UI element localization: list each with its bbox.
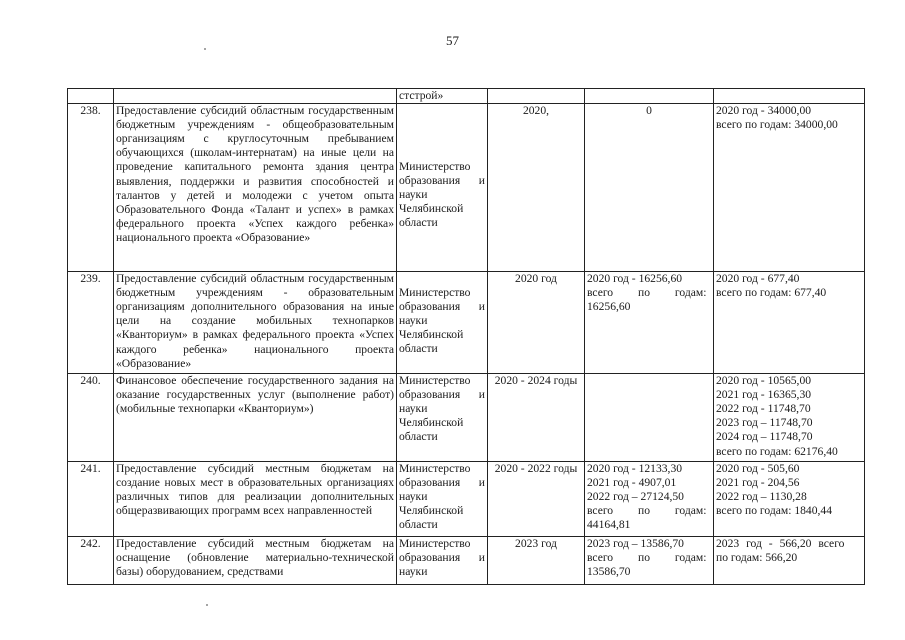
row-executor: Министерство образования и науки	[397, 537, 488, 585]
table-row-239	[68, 272, 865, 374]
funding-a-line: 2022 год – 27124,50	[587, 490, 684, 504]
row-executor: Министерство образования и науки Челябинской области	[397, 462, 488, 537]
scan-speck	[204, 48, 206, 50]
funding-b-line: 2023 год – 11748,70	[716, 416, 813, 430]
row-period: 2020,	[488, 104, 585, 272]
funding-a-line: 2023 год – 13586,70	[587, 537, 684, 551]
row-funding-b	[714, 272, 865, 374]
row-description: Предоставление субсидий местным бюджетам на создание новых мест в образовательных организациях различных типов для реализации дополнительных общеразвивающих программ всех направленностей	[114, 462, 397, 537]
funding-a-line: 2021 год - 4907,01	[587, 476, 677, 490]
funding-b-line: 2020 год - 677,40	[716, 272, 800, 286]
funding-b-line: всего по годам: 677,40	[716, 286, 827, 300]
row-executor	[397, 272, 488, 374]
funding-a-line: 0	[646, 104, 652, 118]
table-row-240	[68, 374, 865, 462]
funding-b-line: 2020 год - 10565,00	[716, 374, 812, 388]
row-funding-b	[714, 462, 865, 537]
row-funding-a	[585, 537, 714, 585]
funding-b-line: 2022 год - 11748,70	[716, 402, 811, 416]
row-description: Предоставление субсидий областным государственным бюджетным учреждениям - общеобразовательным организациям с круглосуточным пребыванием обучающихся (школам-интернатам) на иные цели на проведение капитального ремонта здания центра выявления, поддержки и развития способностей и талантов у детей и молодежи с учетом опыта Образовательного Фонда «Талант и успех» в рамках федерального проекта «Успех каждого ребенка» национального проекта «Образование»	[114, 104, 397, 272]
funding-b-line: 2024 год – 11748,70	[716, 430, 813, 444]
row-period: 2020 год	[488, 272, 585, 374]
cont-num-cell	[68, 89, 114, 104]
row-funding-b	[714, 374, 865, 462]
table-row-241	[68, 462, 865, 537]
row-number: 242.	[68, 537, 114, 585]
scan-speck	[206, 604, 208, 606]
funding-a-line: 13586,70	[587, 565, 631, 579]
row-number: 240.	[68, 374, 114, 462]
page-number: 57	[446, 33, 459, 48]
funding-b-line: всего по годам: 1840,44	[716, 504, 833, 518]
row-period: 2020 - 2024 годы	[488, 374, 585, 462]
row-funding-a	[585, 374, 714, 462]
cont-funding-a-cell	[585, 89, 714, 104]
row-executor: Министерство образования и науки Челябинской области	[397, 374, 488, 462]
row-number: 238.	[68, 104, 114, 272]
row-period: 2020 - 2022 годы	[488, 462, 585, 537]
row-number: 241.	[68, 462, 114, 537]
funding-b-line: всего по годам: 34000,00	[716, 118, 838, 132]
funding-b-line: 2023 год - 566,20 всего	[716, 537, 845, 551]
table-row-242	[68, 537, 865, 585]
row-description: Финансовое обеспечение государственного задания на оказание государственных услуг (выполнение работ) (мобильные технопарки «Кванториум»)	[114, 374, 397, 462]
continuation-row	[68, 89, 865, 104]
funding-b-line: всего по годам: 62176,40	[716, 444, 838, 458]
row-executor-text: Министерство образования и науки Челябинской области	[399, 286, 485, 356]
table-row-238	[68, 104, 865, 272]
cont-desc-cell	[114, 89, 397, 104]
row-funding-a	[585, 462, 714, 537]
funding-b-line: по годам: 566,20	[716, 551, 798, 565]
row-funding-b	[714, 537, 865, 585]
row-funding-a	[585, 272, 714, 374]
row-funding-a	[585, 104, 714, 272]
row-number: 239.	[68, 272, 114, 374]
funding-b-line: 2021 год - 204,56	[716, 476, 800, 490]
row-period: 2023 год	[488, 537, 585, 585]
funding-b-line: 2021 год - 16365,30	[716, 388, 812, 402]
funding-a-line: 2020 год - 12133,30	[587, 462, 683, 476]
cont-executor-cell	[397, 89, 488, 104]
funding-b-line: 2022 год – 1130,28	[716, 490, 807, 504]
cont-executor-text: стстрой»	[399, 89, 444, 102]
cont-funding-b-cell	[714, 89, 865, 104]
funding-a-line: 2020 год - 16256,60	[587, 272, 683, 286]
row-funding-b	[714, 104, 865, 272]
cont-period-cell	[488, 89, 585, 104]
funding-b-line: 2020 год - 505,60	[716, 462, 800, 476]
funding-a-line: 16256,60	[587, 300, 631, 314]
funding-a-line: всего по годам:	[587, 551, 707, 565]
funding-a-line: всего по годам:	[587, 286, 707, 300]
row-description: Предоставление субсидий местным бюджетам на оснащение (обновление материально-технической базы) оборудованием, средствами	[114, 537, 397, 585]
row-description: Предоставление субсидий областным государственным бюджетным учреждениям - образовательным организациям дополнительного образования на иные цели на создание мобильных технопарков «Кванториум» в рамках федерального проекта «Успех каждого ребенка» национального проекта «Образование»	[114, 272, 397, 374]
funding-a-line: всего по годам:	[587, 504, 707, 518]
measures-table	[67, 88, 865, 585]
funding-b-line: 2020 год - 34000,00	[716, 104, 812, 118]
row-executor-text: Министерство образования и науки Челябинской области	[399, 160, 485, 230]
row-executor	[397, 104, 488, 272]
funding-a-line: 44164,81	[587, 518, 631, 532]
